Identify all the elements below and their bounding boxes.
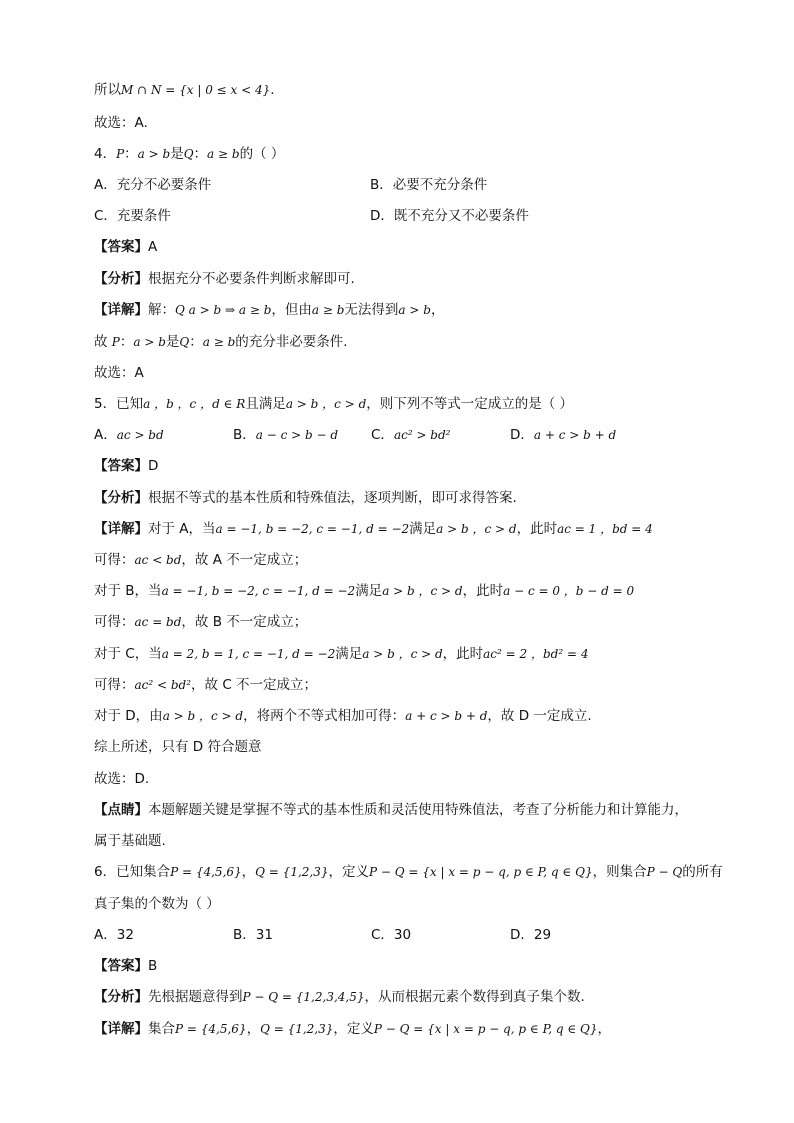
analysis-tag: 【分析】 [94, 271, 148, 287]
q4-analysis [94, 270, 355, 288]
text: 且满足 [245, 396, 286, 412]
q5-option-d [510, 426, 616, 444]
math: a > b ，c > d [382, 584, 463, 598]
q5-detail-b [94, 582, 634, 600]
text: 故选：A. [94, 115, 148, 131]
math: P − Q = {1,2,3,4,5} [242, 990, 365, 1004]
math: a = 2, b = 1, c = −1, d = −2 [161, 647, 336, 661]
math: P − Q = {x | x = p − q, p ∈ P, q ∈ Q} [368, 865, 593, 879]
q5-result-b [94, 613, 307, 631]
q5-result-a [94, 551, 307, 569]
text: 满足 [409, 521, 437, 537]
text: ，将两个不等式相加可得： [243, 708, 406, 724]
text: ， [241, 864, 256, 880]
question-number: 5．已知 [94, 396, 144, 412]
math: a > b [133, 335, 166, 349]
q5-answer [94, 457, 158, 475]
text: ，此时 [442, 646, 484, 662]
answer-value: A [148, 239, 158, 255]
text: ，此时 [462, 583, 504, 599]
text: ，故 A 不一定成立； [181, 552, 308, 568]
q4-option-d: D．既不充分又不必要条件 [370, 208, 529, 224]
math: a + c > b + d [533, 428, 617, 442]
text: 故 [94, 334, 112, 350]
line-choose-a [94, 114, 148, 132]
text: 的（ ） [239, 146, 285, 162]
q5-detail-d [94, 707, 592, 725]
option-label: B． [233, 427, 256, 443]
math: Q = {1,2,3} [260, 1022, 334, 1036]
math: ac² = 2 ，bd² = 4 [483, 647, 589, 661]
q5-detail-c [94, 645, 588, 663]
q4-option-a: A．充分不必要条件 [94, 177, 212, 193]
q6-option-a: A．32 [94, 927, 134, 943]
text: 综上所述，只有 D 符合题意 [94, 739, 262, 755]
text: ，则集合 [592, 864, 647, 880]
math: a ≥ b [207, 147, 240, 161]
q5-analysis [94, 489, 517, 507]
math: a > b ，c > d [162, 709, 244, 723]
text: 集合 [148, 1021, 175, 1037]
comment-tag: 【点睛】 [94, 802, 148, 818]
text: ，故 B 不一定成立； [181, 614, 308, 630]
math: a > b ，c > d [362, 647, 443, 661]
analysis-tag: 【分析】 [94, 490, 148, 506]
math: a > b ，c > d [285, 397, 367, 411]
math: ac² > bd² [393, 428, 451, 442]
text: ： [124, 146, 138, 162]
q5-comment [94, 801, 688, 819]
math: P − Q = {x | x = p − q, p ∈ P, q ∈ Q} [373, 1022, 598, 1036]
text: 对于 D，由 [94, 708, 163, 724]
math: a − c = 0 ，b − d = 0 [503, 584, 635, 598]
text: 的所有 [682, 864, 723, 880]
question-4 [94, 145, 284, 163]
math: a > b ，c > d [436, 522, 517, 536]
text: ，但由 [271, 302, 312, 318]
math: Q = {1,2,3} [255, 865, 329, 879]
answer-tag: 【答案】 [94, 458, 148, 474]
math: a > b [398, 303, 431, 317]
text: ，故 C 不一定成立； [191, 677, 318, 693]
q6-option-c: C．30 [371, 927, 412, 943]
text: 对于 C，当 [94, 646, 162, 662]
text: 可得： [94, 677, 135, 693]
q4-option-c: C．充要条件 [94, 208, 171, 224]
text: 满足 [335, 646, 363, 662]
q5-option-c [371, 426, 450, 444]
question-5 [94, 395, 573, 413]
text: 可得： [94, 614, 135, 630]
text: 满足 [355, 583, 383, 599]
text: 先根据题意得到 [148, 989, 243, 1005]
text: 真子集的个数为（ ） [94, 896, 220, 912]
q5-result-c [94, 676, 317, 694]
q4-conclusion [94, 333, 348, 351]
text: 无法得到 [344, 302, 399, 318]
q4-choose [94, 364, 144, 382]
math: M ∩ N = {x | 0 ≤ x < 4} [121, 83, 271, 97]
q4-option-b: B．必要不充分条件 [370, 177, 488, 193]
text: ， [246, 1021, 261, 1037]
math: a = −1, b = −2, c = −1, d = −2 [215, 522, 410, 536]
math: P = {4,5,6} [175, 1022, 247, 1036]
math: Q a > b ⇒ a ≥ b [175, 303, 272, 317]
math: a ≥ b [311, 303, 345, 317]
q6-option-b: B．31 [233, 927, 273, 943]
math: P [116, 147, 125, 161]
q5-option-b [233, 426, 338, 444]
math: ac = 1 ，bd = 4 [557, 522, 653, 536]
text: 是 [165, 334, 180, 350]
math: Q [183, 147, 194, 161]
option-label: A． [94, 427, 117, 443]
text: 故选：A [94, 365, 144, 381]
text: 可得： [94, 552, 135, 568]
math: P = {4,5,6} [170, 865, 242, 879]
text: ， [597, 1021, 612, 1037]
text: ，则下列不等式一定成立的是（ ） [366, 396, 574, 412]
q5-option-a [94, 426, 164, 444]
q6-answer [94, 957, 157, 975]
q5-detail-a [94, 520, 653, 538]
answer-value: D [148, 458, 159, 474]
text: 的充分非必要条件. [235, 334, 348, 350]
q4-answer [94, 238, 157, 256]
answer-tag: 【答案】 [94, 239, 148, 255]
text: 故选：D. [94, 771, 150, 787]
math: ac² < bd² [134, 678, 192, 692]
question-6 [94, 863, 723, 881]
math: ac = bd [134, 615, 182, 629]
q6-analysis [94, 988, 585, 1006]
text: 解： [148, 302, 175, 318]
text: ，此时 [516, 521, 558, 537]
comment-text: 属于基础题. [94, 833, 166, 849]
text: ，定义 [328, 864, 369, 880]
option-label: D． [510, 427, 534, 443]
math: a − c > b − d [255, 428, 339, 442]
answer-value: B [148, 958, 158, 974]
answer-tag: 【答案】 [94, 958, 148, 974]
text: ， [430, 302, 445, 318]
math: a > b [137, 147, 171, 161]
q5-choose [94, 770, 149, 788]
math: a ≥ b [202, 335, 236, 349]
line-intersection-result [94, 81, 275, 99]
text: ，从而根据元素个数得到真子集个数. [364, 989, 585, 1005]
question-number: 6．已知集合 [94, 864, 171, 880]
text: . [270, 82, 275, 98]
detail-tag: 【详解】 [94, 1021, 148, 1037]
detail-tag: 【详解】 [94, 302, 148, 318]
q6-option-d: D．29 [510, 927, 552, 943]
text: 对于 A，当 [148, 521, 216, 537]
text: ： [193, 146, 208, 162]
math: a = −1, b = −2, c = −1, d = −2 [161, 584, 356, 598]
math: P [111, 335, 120, 349]
analysis-tag: 【分析】 [94, 989, 148, 1005]
text: ： [119, 334, 134, 350]
math: a + c > b + d [405, 709, 488, 723]
text: ，定义 [333, 1021, 374, 1037]
math: ac > bd [116, 428, 164, 442]
q4-detail [94, 301, 444, 319]
q5-summary [94, 738, 261, 756]
text: 对于 B，当 [94, 583, 162, 599]
math: Q [179, 335, 190, 349]
detail-tag: 【详解】 [94, 521, 148, 537]
text: 所以 [94, 82, 121, 98]
text: ： [189, 334, 203, 350]
option-label: C． [371, 427, 394, 443]
math: ac < bd [134, 553, 182, 567]
q5-comment-cont [94, 832, 166, 850]
math: P − Q [646, 865, 683, 879]
analysis-text: 根据不等式的基本性质和特殊值法，逐项判断，即可求得答案. [148, 490, 517, 506]
text: 是 [170, 146, 184, 162]
math: a ，b ，c ，d ∈ R [143, 397, 246, 411]
comment-text: 本题解题关键是掌握不等式的基本性质和灵活使用特殊值法，考查了分析能力和计算能力， [148, 802, 688, 818]
question-6-cont [94, 895, 220, 913]
analysis-text: 根据充分不必要条件判断求解即可. [148, 271, 355, 287]
q6-detail [94, 1020, 611, 1038]
text: ，故 D 一定成立. [487, 708, 592, 724]
question-number: 4． [94, 146, 117, 162]
